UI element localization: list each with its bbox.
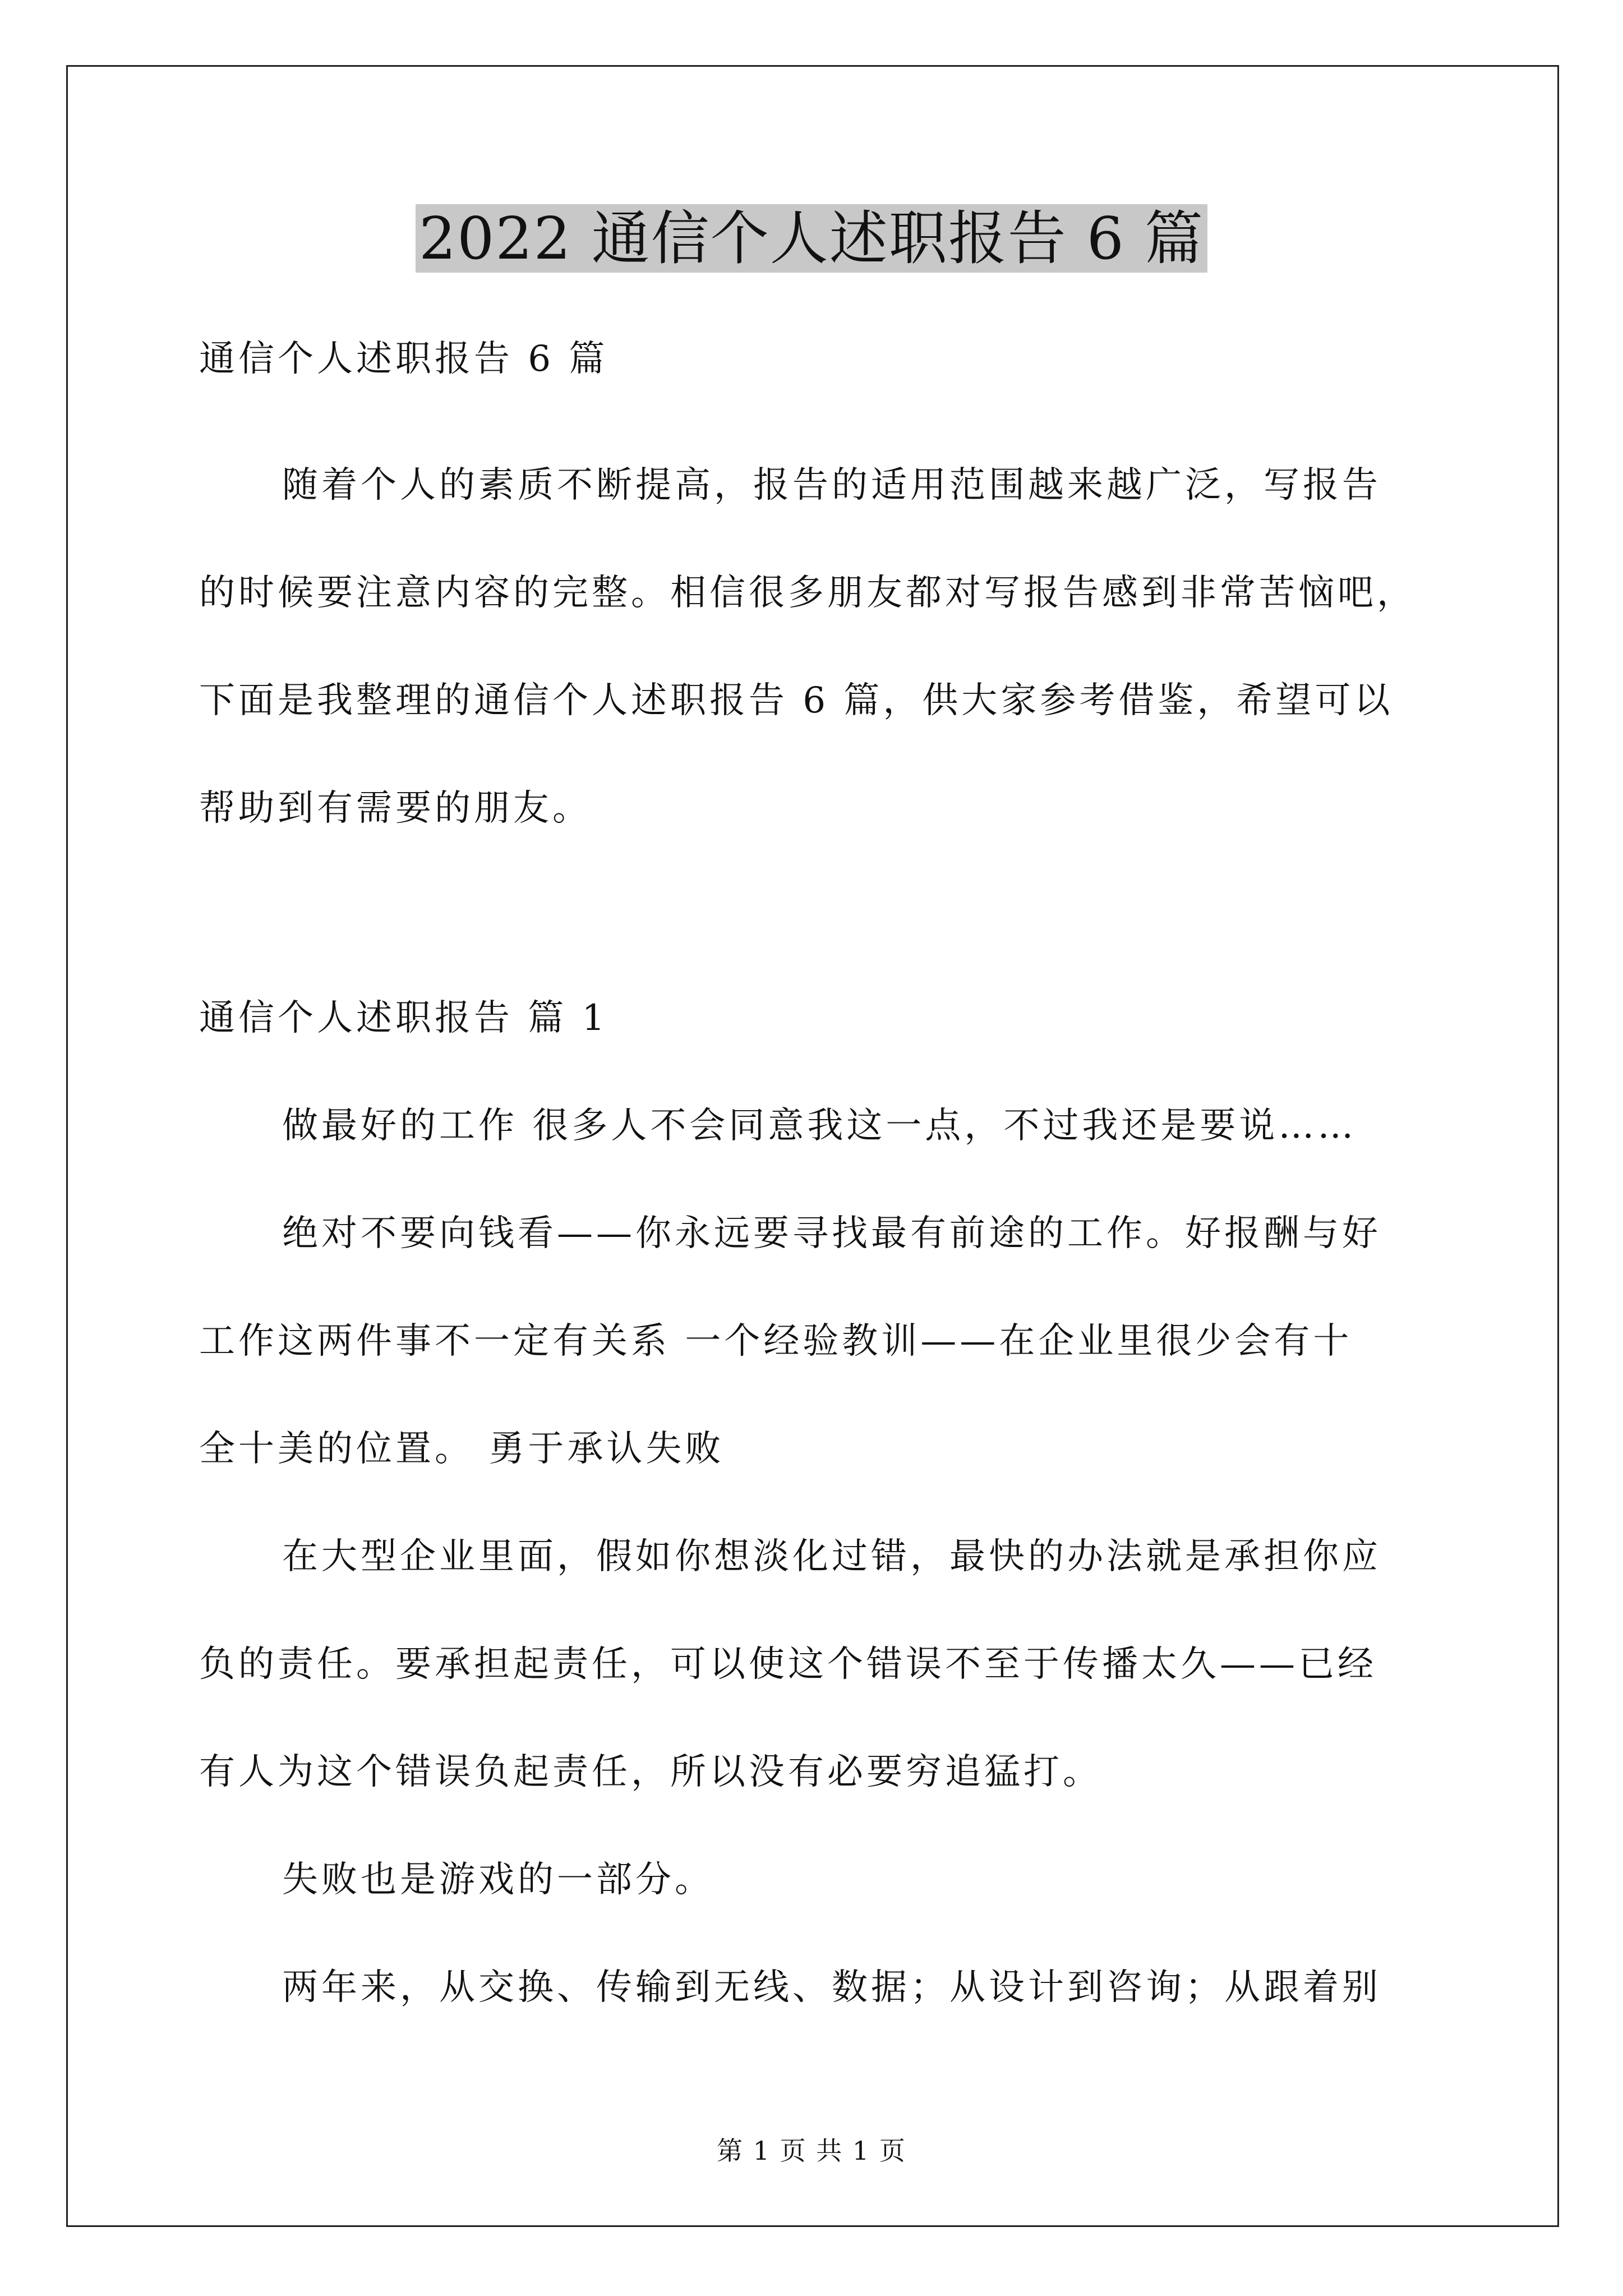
paragraph-line: 负的责任。要承担起责任，可以使这个错误不至于传播太久——已经 bbox=[199, 1644, 1377, 1685]
paragraph-line: 有人为这个错误负起责任，所以没有必要穷追猛打。 bbox=[199, 1751, 1102, 1793]
document-title bbox=[0, 201, 1623, 276]
paragraph-line: 的时候要注意内容的完整。相信很多朋友都对写报告感到非常苦恼吧， bbox=[199, 572, 1416, 614]
paragraph-line: 在大型企业里面，假如你想淡化过错，最快的办法就是承担你应 bbox=[282, 1536, 1381, 1577]
paragraph-line: 全十美的位置。 勇于承认失败 bbox=[199, 1428, 725, 1470]
paragraph-line: 两年来，从交换、传输到无线、数据；从设计到咨询；从跟着别 bbox=[282, 1967, 1381, 2008]
paragraph-line: 做最好的工作 很多人不会同意我这一点，不过我还是要说…… bbox=[282, 1105, 1357, 1147]
paragraph-line: 随着个人的素质不断提高，报告的适用范围越来越广泛，写报告 bbox=[282, 464, 1381, 506]
paragraph-line: 帮助到有需要的朋友。 bbox=[199, 788, 592, 829]
page-footer: 第 1 页 共 1 页 bbox=[717, 2136, 906, 2166]
paragraph-line: 下面是我整理的通信个人述职报告 6 篇，供大家参考借鉴，希望可以 bbox=[199, 680, 1394, 721]
paragraph-line: 失败也是游戏的一部分。 bbox=[282, 1859, 714, 1901]
paragraph-line: 工作这两件事不一定有关系 一个经验教训——在企业里很少会有十 bbox=[199, 1320, 1353, 1362]
document-title-text: 2022 通信个人述职报告 6 篇 bbox=[416, 204, 1207, 273]
paragraph-line: 绝对不要向钱看——你永远要寻找最有前途的工作。好报酬与好 bbox=[282, 1213, 1381, 1254]
section-heading: 通信个人述职报告 篇 1 bbox=[199, 997, 608, 1039]
subtitle: 通信个人述职报告 6 篇 bbox=[199, 338, 608, 380]
